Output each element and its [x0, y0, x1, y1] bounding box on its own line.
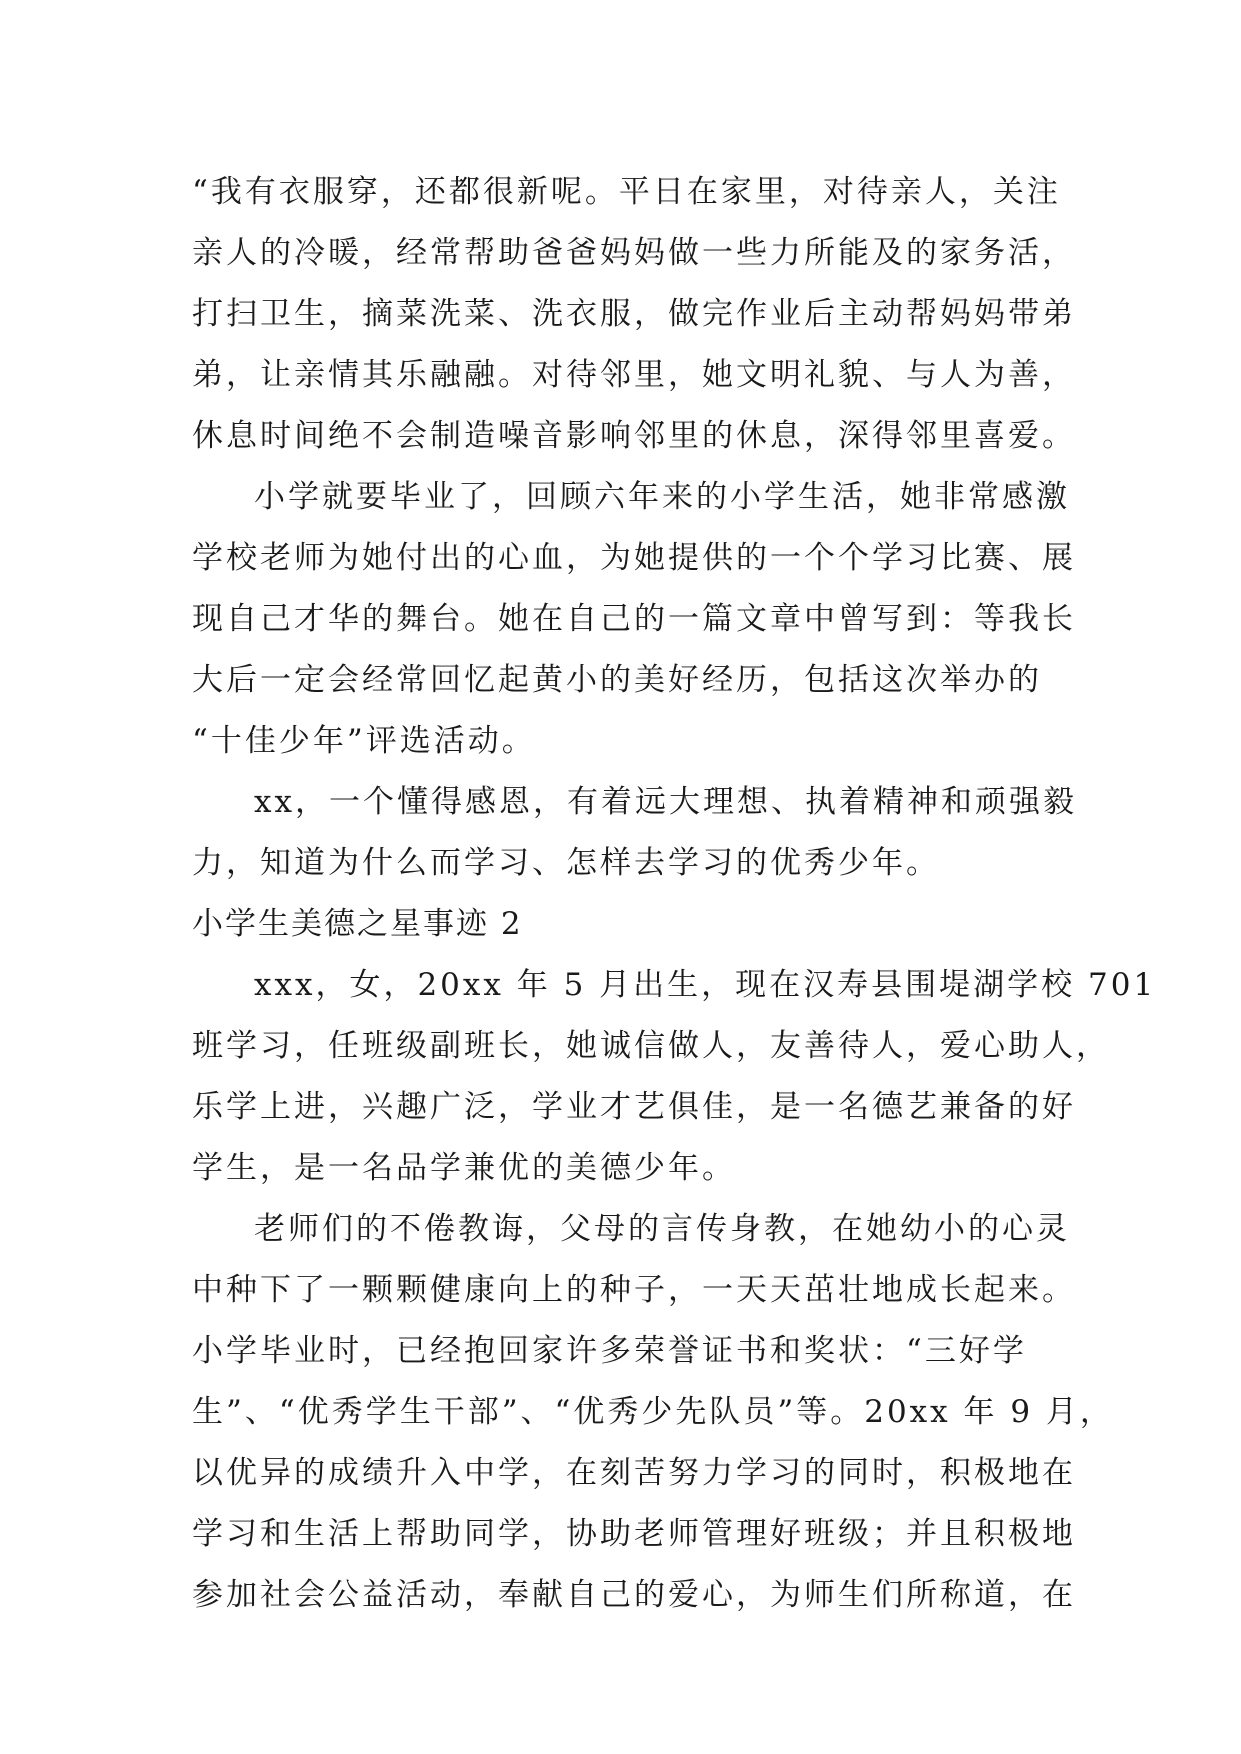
section-heading: 小学生美德之星事迹 2 [192, 906, 523, 942]
text-line: “我有衣服穿，还都很新呢。平日在家里，对待亲人，关注 [192, 174, 1061, 210]
text-line: xxx，女，20xx 年 5 月出生，现在汉寿县围堤湖学校 701 [254, 967, 1157, 1003]
text-line: 乐学上进，兴趣广泛，学业才艺俱佳，是一名德艺兼备的好 [192, 1089, 1076, 1125]
text-line: 学生，是一名品学兼优的美德少年。 [192, 1150, 736, 1186]
text-line: 休息时间绝不会制造噪音影响邻里的休息，深得邻里喜爱。 [192, 418, 1076, 454]
text-line: 小学毕业时，已经抱回家许多荣誉证书和奖状：“三好学 [192, 1333, 1027, 1369]
text-line: 学校老师为她付出的心血，为她提供的一个个学习比赛、展 [192, 540, 1076, 576]
text-line: 学习和生活上帮助同学，协助老师管理好班级；并且积极地 [192, 1516, 1076, 1552]
text-line: 班学习，任班级副班长，她诚信做人，友善待人，爱心助人， [192, 1028, 1110, 1064]
text-line: 亲人的冷暖，经常帮助爸爸妈妈做一些力所能及的家务活， [192, 235, 1076, 271]
text-line: 以优异的成绩升入中学，在刻苦努力学习的同时，积极地在 [192, 1455, 1076, 1491]
text-line: 老师们的不倦教诲，父母的言传身教，在她幼小的心灵 [254, 1211, 1070, 1247]
text-line: 生”、“优秀学生干部”、“优秀少先队员”等。20xx 年 9 月， [192, 1394, 1114, 1430]
text-line: 打扫卫生，摘菜洗菜、洗衣服，做完作业后主动帮妈妈带弟 [192, 296, 1076, 332]
text-line: 小学就要毕业了，回顾六年来的小学生活，她非常感激 [254, 479, 1070, 515]
text-line: xx，一个懂得感恩，有着远大理想、执着精神和顽强毅 [254, 784, 1077, 820]
document-body [192, 162, 1157, 1626]
text-line: 参加社会公益活动，奉献自己的爱心，为师生们所称道，在 [192, 1577, 1076, 1613]
text-line: 现自己才华的舞台。她在自己的一篇文章中曾写到：等我长 [192, 601, 1076, 637]
text-line: “十佳少年”评选活动。 [192, 723, 536, 759]
text-line: 力，知道为什么而学习、怎样去学习的优秀少年。 [192, 845, 940, 881]
text-line: 大后一定会经常回忆起黄小的美好经历，包括这次举办的 [192, 662, 1042, 698]
text-line: 中种下了一颗颗健康向上的种子，一天天茁壮地成长起来。 [192, 1272, 1076, 1308]
text-line: 弟，让亲情其乐融融。对待邻里，她文明礼貌、与人为善， [192, 357, 1076, 393]
